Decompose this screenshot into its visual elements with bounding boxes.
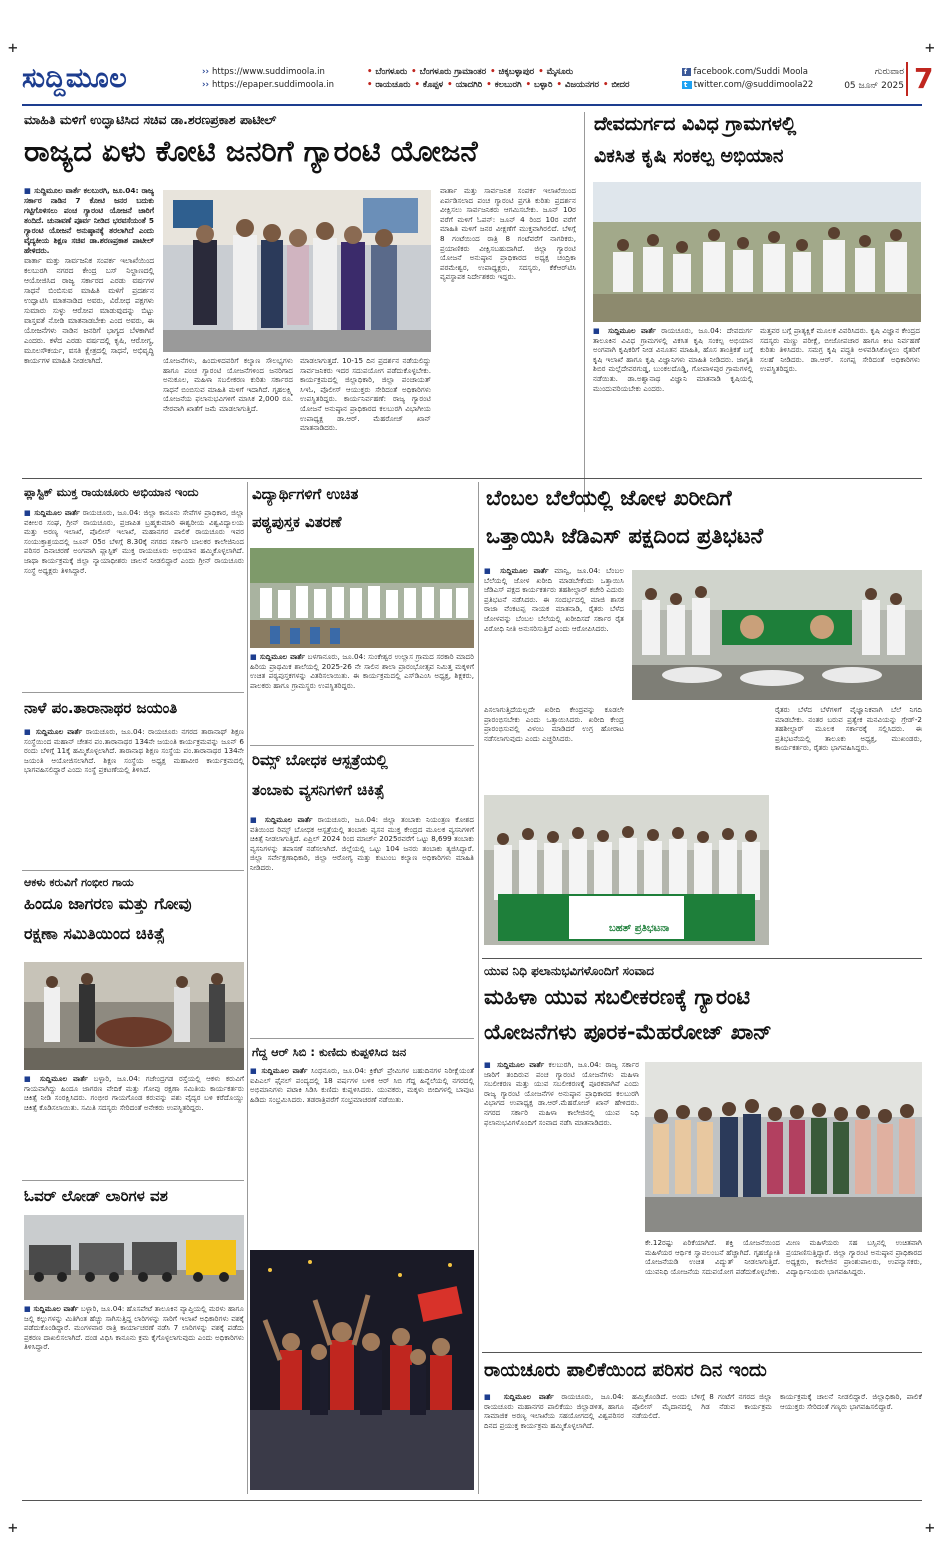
story8-body bbox=[250, 815, 474, 1023]
website-link[interactable]: ›› https://www.suddimoola.in bbox=[202, 66, 334, 79]
story5-text: ಬಳ್ಳಾರಿ, ಜೂ.04: ಗಜೇಂದ್ರಗಡ ರಸ್ತೆಯಲ್ಲಿ ಆಕಳು ಕರುವಿಗೆ ಗಾಯವಾಗಿದ್ದು ಹಿಂದೂ ಜಾಗರಣ ವೇದಿಕೆ ಮತ್ತು ಗೋವು ರಕ್ಷಣಾ ಸಮಿತಿಯ ಕಾರ್ಯಕರ್ತರು ಚಿಕಿತ್ಸೆ ನೀಡಿ ಸಂರಕ್ಷಿಸಿದರು. ಗಂಭೀರ ಗಾಯಗೊಂಡ ಕರುವನ್ನು ಪಶು ವೈದ್ಯರ ಬಳಿ ಕರೆದೊಯ್ದು ಚಿಕಿತ್ಸೆ ಕೊಡಿಸಲಾಯಿತು. ಸಮಿತಿ ಸದಸ್ಯರು ಸೇರಿದಂತೆ ಅನೇಕರು ಉಪಸ್ಥಿತರಿದ್ದರು. bbox=[24, 1074, 244, 1112]
story2-photo bbox=[593, 182, 921, 322]
social-links bbox=[682, 66, 813, 92]
story11-kicker: ಯುವ ನಿಧಿ ಫಲಾನುಭವಿಗಳೊಂದಿಗೆ ಸಂವಾದ bbox=[484, 964, 655, 978]
story7-headline-2[interactable]: ಪಠ್ಯಪುಸ್ತಕ ವಿತರಣೆ bbox=[252, 513, 342, 531]
city-item: • ವಿಜಯನಗರ bbox=[556, 80, 599, 90]
story5-photo bbox=[24, 962, 244, 1070]
section-divider bbox=[482, 958, 922, 959]
city-item: • ಬೆಂಗಳೂರು bbox=[367, 67, 407, 77]
divider bbox=[22, 692, 244, 693]
masthead bbox=[22, 60, 934, 98]
story1-col1-text: ವಾರ್ತಾ ಮತ್ತು ಸಾರ್ವಜನಿಕ ಸಂಪರ್ಕ ಇಲಾಖೆಯಿಂದ ಕಲಬುರಗಿ ನಗರದ ಕೇಂದ್ರ ಬಸ್ ನಿಲ್ದಾಣದಲ್ಲಿ ಆಯೋಜಿಸಿದ ರಾಜ್ಯ ಸರ್ಕಾರದ ಎರಡು ವರ್ಷಗಳ ಸಾಧನೆ ಬಿಂಬಿಸುವ ಮಾಹಿತಿ ಮಳಿಗೆ ಪ್ರದರ್ಶನ ಉದ್ಘಾಟಿಸಿ ಮಾತನಾಡಿದ ಅವರು, ವಿರೋಧ ಪಕ್ಷಗಳು ಸುಮಾರು ಸುಳ್ಳು ಆರೋಪ ಮಾಡುವುದನ್ನು ಬಿಟ್ಟು ವಾಸ್ತವತೆ ನೋಡಿ ಮಾತನಾಡಬೇಕು ಎಂದ ಅವರು, ಈ ಯೋಜನೆಗಳು ನಾಡಿನ ಜನರಿಗೆ ಭಾಗ್ಯದ ಬೆಳಕಾಗಿವೆ ಎಂದರು. ಕಳೆದ ಎರಡು ವರ್ಷದಲ್ಲಿ ಕೃಷಿ, ಆರೋಗ್ಯ, ಮೂಲಸೌಕರ್ಯ, ವಸತಿ ಕ್ಷೇತ್ರದಲ್ಲಿ ಸಾಧನೆ, ಅಭಿವೃದ್ಧಿ ಕಾರ್ಯಗಳ ಮಾಹಿತಿ ನೀಡಲಾಗಿದೆ. bbox=[24, 256, 154, 365]
story6-headline[interactable]: ಓವರ್ ಲೋಡ್ ಲಾರಿಗಳ ವಶ bbox=[24, 1187, 168, 1205]
dateline: ■ ಸುದ್ದಿಮೂಲ ವಾರ್ತೆ bbox=[593, 326, 656, 335]
story6-photo bbox=[24, 1215, 244, 1300]
story12-col1-text: ರಾಯಚೂರು, ಜೂ.04: ರಾಯಚೂರು ಮಹಾನಗರ ಪಾಲಿಕೆಯು ಜಿಲ್ಲಾಡಳಿತ, ಹಾಗೂ ಸಾಮಾಜಿಕ ಅರಣ್ಯ ಇಲಾಖೆಯ ಸಹಯೋಗದಲ್ಲಿ ವಿಶ್ವಪರಿಸರ ದಿನದ ಪ್ರಯುಕ್ತ ಕಾರ್ಯಕ್ರಮ ಹಮ್ಮಿಕೊಳ್ಳಲಾಗಿದೆ. bbox=[484, 1392, 624, 1430]
story2-col2-text: ಮತ್ತವರ ಬಗ್ಗೆ ಪ್ರಾತ್ಯಕ್ಷಿಕೆ ಮೂಲಕ ವಿವರಿಸಿದರು. ಕೃಷಿ ವಿಜ್ಞಾನ ಕೇಂದ್ರದ ಸದಸ್ಯರು ಮಣ್ಣು ಪರೀಕ್ಷೆ, ಬೀಜೋಪಚಾರ ಹಾಗೂ ಕೀಟ ನಿರ್ವಹಣೆ ಕುರಿತು ತಿಳಿಸಿದರು. ಸಮಗ್ರ ಕೃಷಿ ಪದ್ಧತಿ ಅಳವಡಿಸಿಕೊಳ್ಳಲು ರೈತರಿಗೆ ಸಲಹೆ ನೀಡಿದರು. ಡಾ.ಆರ್. ಸಂಗಪ್ಪ ಸೇರಿದಂತೆ ಅಧಿಕಾರಿಗಳು ಉಪಸ್ಥಿತರಿದ್ದರು. bbox=[760, 326, 920, 374]
story10-photo-2 bbox=[484, 795, 769, 945]
story10-headline-box bbox=[482, 482, 922, 562]
story1-lead bbox=[24, 186, 154, 511]
city-item: • ಕೊಪ್ಪಳ bbox=[414, 80, 443, 90]
story11-col3-text: ಮೀಣ ಮಹಿಳೆಯರು ಸಹ ಬಸ್ಸಿನಲ್ಲಿ ಉಚಿತವಾಗಿ ಪ್ರಯಾಣಿಸುತ್ತಿದ್ದಾರೆ. ಜಿಲ್ಲಾ ಗ್ಯಾರಂಟಿ ಅನುಷ್ಠಾನ ಪ್ರಾಧಿಕಾರದ ಅಧ್ಯಕ್ಷರು, ಕಾಲೇಜಿನ ಪ್ರಾಂಶುಪಾಲರು, ಉಪನ್ಯಾಸಕರು, ವಿದ್ಯಾರ್ಥಿನಿಯರು ಭಾಗವಹಿಸಿದ್ದರು. bbox=[786, 1238, 922, 1276]
story1-headline[interactable]: ರಾಜ್ಯದ ಏಳು ಕೋಟಿ ಜನರಿಗೆ ಗ್ಯಾರಂಟಿ ಯೋಜನೆ bbox=[24, 134, 478, 168]
weekday: ಗುರುವಾರ bbox=[874, 67, 904, 77]
city-item: • ಯಾದಗಿರಿ bbox=[447, 80, 482, 90]
issue-date bbox=[826, 65, 904, 93]
story5-kicker: ಆಕಳು ಕರುವಿಗೆ ಗಂಭೀರ ಗಾಯ bbox=[24, 876, 134, 889]
epaper-link[interactable]: ›› https://epaper.suddimoola.in bbox=[202, 79, 334, 92]
story2-col1-text: ರಾಯಚೂರು, ಜೂ.04: ದೇವದುರ್ಗ ತಾಲೂಕಿನ ವಿವಿಧ ಗ್ರಾಮಗಳಲ್ಲಿ ವಿಕಸಿತ ಕೃಷಿ ಸಂಕಲ್ಪ ಅಭಿಯಾನ ಅಂಗವಾಗಿ ಕೃಷಿಕರಿಗೆ ನೀಡ ವಿನೂತನ ಮಾಹಿತಿ, ಹೊಸ ತಾಂತ್ರಿಕತೆ ಬಗ್ಗೆ ಕೃಷಿ ಇಲಾಖೆ ಹಾಗೂ ಕೃಷಿ ವಿಜ್ಞಾನಿಗಳು ಮಾಹಿತಿ ನೀಡಿದರು. ಜಾಗೃತಿ ಶಿಬಿರ ಮಲ್ಲೆದೇವರಗುಡ್ಡ, ಬುಂಕಲದೊಡ್ಡಿ, ಗೋಪಾಳಪುರ ಗ್ರಾಮಗಳಲ್ಲಿ ನಡೆಯಿತು. ಡಾ.ಅಶ್ವಾನಾಥ ವಿಜ್ಞಾನಿ ಮಾತನಾಡಿ ಕೃಷಿಯಲ್ಲಿ ಮುಂದುವರಿಯಬೇಕು ಎಂದರು. bbox=[593, 326, 753, 393]
story10-col3-text: ರೈತರು ಬೆಳೆದ ಬೆಳೆಗಳಿಗೆ ವೈಜ್ಞಾನಿಕವಾಗಿ ಬೆಲೆ ನಿಗದಿ ಮಾಡಬೇಕು. ನಂತರ ಬರುವ ಪ್ರತ್ಯೇಕ ಮನವಿಯನ್ನು ಗ್ರೇಡ್-2 ತಹಶೀಲ್ದಾರ್ ಮೂಲಕ ಸರ್ಕಾರಕ್ಕೆ ಸಲ್ಲಿಸಿದರು. ಈ ಪ್ರತಿಭಟನೆಯಲ್ಲಿ ತಾಲೂಕು ಅಧ್ಯಕ್ಷ, ಮುಖಂಡರು, ಕಾರ್ಯಕರ್ತರು, ರೈತರು ಭಾಗವಹಿಸಿದ್ದರು. bbox=[775, 705, 922, 753]
story9-text: ಸಿಂಧನೂರು, ಜೂ.04: ಕ್ರಿಕೆಟ್ ಪ್ರೇಮಿಗಳ ಬಹುದಿನಗಳ ನಿರೀಕ್ಷೆಯಂತೆ ಐಪಿಎಲ್ ಫೈನಲ್ ಪಂದ್ಯದಲ್ಲಿ 18 ವರ್ಷಗಳ ಬಳಿಕ ಆರ್ ಸಿಬಿ ಗೆದ್ದ ಹಿನ್ನೆಲೆಯಲ್ಲಿ ನಗರದಲ್ಲಿ ಅಭಿಮಾನಿಗಳು ಪಟಾಕಿ ಸಿಡಿಸಿ ಕುಣಿದು ಕುಪ್ಪಳಿಸಿದರು. ಯುವಕರು, ಮಕ್ಕಳು ಬೀದಿಗಳಲ್ಲಿ ಬಾವುಟ ಹಿಡಿದು ಸಂಭ್ರಮಿಸಿದರು. ತಡರಾತ್ರಿವರೆಗೆ ಸಂಭ್ರಮಾಚರಣೆ ನಡೆಯಿತು. bbox=[250, 1066, 474, 1104]
city-item: • ಬಳ್ಳಾರಿ bbox=[526, 80, 553, 90]
publication-logo[interactable]: ಸುದ್ದಿಮೂಲ bbox=[22, 63, 128, 94]
city-item: • ಕಲಬುರಗಿ bbox=[486, 80, 521, 90]
story7-body bbox=[250, 652, 474, 740]
dateline: ■ ಸುದ್ದಿಮೂಲ ವಾರ್ತೆ bbox=[250, 1066, 308, 1075]
story3-body bbox=[24, 508, 244, 680]
story8-headline-1[interactable]: ರಿಮ್ಸ್ ಬೋಧಕ ಆಸ್ಪತ್ರೆಯಲ್ಲಿ bbox=[252, 751, 388, 769]
story2-headline-box bbox=[590, 112, 922, 178]
story10-col1-text: ಮಾನ್ವಿ, ಜೂ.04: ಬೆಂಬಲ ಬೆಲೆಯಲ್ಲಿ ಜೋಳ ಖರೀದಿ ಮಾಡಬೇಕೆಂದು ಒತ್ತಾಯಿಸಿ ಜೆಡಿಎಸ್ ಪಕ್ಷದ ಕಾರ್ಯಕರ್ತರು ತಹಶೀಲ್ದಾರ್ ಕಚೇರಿ ಎದುರು ಪ್ರತಿಭಟನೆ ನಡೆಸಿದರು. ಈ ಸಂದರ್ಭದಲ್ಲಿ ಮಾಜಿ ಶಾಸಕ ರಾಜಾ ವೆಂಕಟಪ್ಪ ನಾಯಕ ಮಾತನಾಡಿ, ರೈತರು ಬೆಳೆದ ಜೋಳವನ್ನು ಬೆಂಬಲ ಬೆಲೆಯಲ್ಲಿ ಖರೀದಿಸದೆ ಸರ್ಕಾರ ರೈತ ವಿರೋಧಿ ನೀತಿ ಅನುಸರಿಸುತ್ತಿದೆ ಎಂದು ಆರೋಪಿಸಿದರು. bbox=[484, 566, 624, 633]
story11-col1 bbox=[484, 1060, 639, 1245]
story5-headline-1[interactable]: ಹಿಂದೂ ಜಾಗರಣ ಮತ್ತು ಗೋವು bbox=[24, 894, 192, 913]
story1-lead-text: ಕಲಬುರಗಿ, ಜೂ.04: ರಾಜ್ಯ ಸರ್ಕಾರ ನಾಡಿನ 7 ಕೋಟಿ ಜನರ ಬದುಕು ಗಟ್ಟಿಗೊಳಿಸಲು ಪಂಚ ಗ್ಯಾರಂಟಿ ಯೋಜನೆ ಜಾರಿಗೆ ತಂದಿದೆ. ಚುನಾವಣೆ ಪೂರ್ವ ನೀಡಿದ ಭರವಸೆಯಂತೆ 5 ಗ್ಯಾರಂಟಿ ಯೋಜನೆ ಅನುಷ್ಠಾನಕ್ಕೆ ತರಲಾಗಿದೆ ಎಂದು ವೈದ್ಯಕೀಯ ಶಿಕ್ಷಣ ಸಚಿವ ಡಾ.ಶರಣಪ್ರಕಾಶ ಪಾಟೀಲ್ ಹೇಳಿದರು. bbox=[24, 186, 154, 255]
story10-photo-1 bbox=[632, 570, 922, 700]
city-item: • ಬೆಂಗಳೂರು ಗ್ರಾಮಾಂತರ bbox=[411, 67, 486, 77]
dateline: ■ ಸುದ್ದಿಮೂಲ ವಾರ್ತೆ bbox=[484, 1060, 544, 1069]
divider bbox=[22, 1180, 244, 1181]
registration-mark-bottom-left: + bbox=[8, 1518, 18, 1537]
district-list bbox=[367, 66, 634, 92]
column-divider bbox=[478, 482, 479, 1494]
story11-photo bbox=[645, 1062, 922, 1232]
twitter-link[interactable]: t twitter.com/@suddimoola22 bbox=[682, 79, 813, 92]
story6-text: ಬಳ್ಳಾರಿ, ಜೂ.04: ಹೊಸಪೇಟೆ ತಾಲೂಕಿನ ವ್ಯಾಪ್ತಿಯಲ್ಲಿ ಮರಳು ಹಾಗೂ ಜಲ್ಲಿ ಕಲ್ಲುಗಳನ್ನು ಮಿತಿಗಿಂತ ಹೆಚ್ಚು ಸಾಗಿಸುತ್ತಿದ್ದ ಲಾರಿಗಳನ್ನು ಸಾರಿಗೆ ಇಲಾಖೆ ಅಧಿಕಾರಿಗಳು ವಶಕ್ಕೆ ಪಡೆದುಕೊಂಡಿದ್ದಾರೆ. ಮಂಗಳವಾರ ರಾತ್ರಿ ಕಾರ್ಯಾಚರಣೆ ನಡೆಸಿ 7 ಲಾರಿಗಳನ್ನು ವಶಕ್ಕೆ ಪಡೆದು ಪ್ರಕರಣ ದಾಖಲಿಸಲಾಗಿದೆ. ದಂಡ ವಿಧಿಸಿ ಕಾನೂನು ಕ್ರಮ ಕೈಗೊಳ್ಳಲಾಗುವುದು ಎಂದು ಅಧಿಕಾರಿಗಳು ತಿಳಿಸಿದ್ದಾರೆ. bbox=[24, 1304, 244, 1352]
masthead-rule bbox=[22, 104, 922, 106]
story1-col2-text: ಯೋಜನೆಗಳು, ಹಿಂದುಳಿದವರಿಗೆ ಕಲ್ಯಾಣ ಸೌಲಭ್ಯಗಳು ಹಾಗೂ ಪಂಚ ಗ್ಯಾರಂಟಿ ಯೋಜನೆಗಳಿಂದ ಜನರಿಗಾದ ಅನುಕೂಲ, ಮಹಿಳಾ ಸಬಲೀಕರಣ ಕುರಿತು ಸರ್ಕಾರದ ಸಾಧನೆ ಬಿಂಬಿಸುವ ಮಾಹಿತಿ ಮಳಿಗೆ ಇದಾಗಿದೆ. ಗೃಹಲಕ್ಷ್ಮಿ ಯೋಜನೆಯ ಫಲಾನುಭವಿಗಳಿಗೆ ಮಾಸಿಕ 2,000 ರೂ. ನೇರವಾಗಿ ಖಾತೆಗೆ ಜಮೆ ಮಾಡಲಾಗುತ್ತಿದೆ. bbox=[163, 356, 293, 413]
story12-col3 bbox=[780, 1392, 922, 1492]
story4-body bbox=[24, 727, 244, 855]
story7-headline-1[interactable]: ವಿದ್ಯಾರ್ಥಿಗಳಿಗೆ ಉಚಿತ bbox=[252, 485, 359, 503]
story1-col3-text: ಮಾಡಲಾಗುತ್ತದೆ. 10-15 ದಿನ ಪ್ರದರ್ಶನ ನಡೆಯಲಿದ್ದು ಸಾರ್ವಜನಿಕರು ಇದರ ಸದುಪಯೋಗ ಪಡೆದುಕೊಳ್ಳಬೇಕು. ಕಾರ್ಯಕ್ರಮದಲ್ಲಿ ಜಿಲ್ಲಾಧಿಕಾರಿ, ಜಿಲ್ಲಾ ಪಂಚಾಯತ್ ಸಿಇಓ, ಪೊಲೀಸ್ ಆಯುಕ್ತರು ಸೇರಿದಂತೆ ಅಧಿಕಾರಿಗಳು ಉಪಸ್ಥಿತರಿದ್ದರು. ಕಾರ್ಯನಿರ್ವಹಣೆ: ರಾಜ್ಯ ಗ್ಯಾರಂಟಿ ಯೋಜನೆ ಅನುಷ್ಠಾನ ಪ್ರಾಧಿಕಾರದ ಕಲಬುರಗಿ ವಿಭಾಗೀಯ ಉಪಾಧ್ಯಕ್ಷ ಡಾ.ಆರ್. ಮೆಹರೋಜ್ ಖಾನ್ ಮಾತನಾಡಿದರು. bbox=[300, 356, 431, 433]
column-divider bbox=[584, 112, 585, 512]
story11-col1-text: ಕಲಬುರಗಿ, ಜೂ.04: ರಾಜ್ಯ ಸರ್ಕಾರ ಜಾರಿಗೆ ತಂದಿರುವ ಪಂಚ ಗ್ಯಾರಂಟಿ ಯೋಜನೆಗಳು ಮಹಿಳಾ ಸಬಲೀಕರಣ ಮತ್ತು ಯುವ ಸಬಲೀಕರಣಕ್ಕೆ ಪೂರಕವಾಗಿವೆ ಎಂದು ರಾಜ್ಯ ಗ್ಯಾರಂಟಿ ಯೋಜನೆಗಳ ಅನುಷ್ಠಾನ ಪ್ರಾಧಿಕಾರದ ಕಲಬುರಗಿ ವಿಭಾಗದ ಉಪಾಧ್ಯಕ್ಷ ಡಾ.ಆರ್.ಮೆಹರೋಜ್ ಖಾನ್ ಹೇಳಿದರು. ನಗರದ ಸರ್ಕಾರಿ ಮಹಿಳಾ ಕಾಲೇಜಿನಲ್ಲಿ ಯುವ ನಿಧಿ ಫಲಾನುಭವಿಗಳೊಂದಿಗೆ ಸಂವಾದ ನಡೆಸಿ ಮಾತನಾಡಿದರು. bbox=[484, 1060, 639, 1127]
story7-photo bbox=[250, 548, 474, 648]
story2-headline-1[interactable]: ದೇವದುರ್ಗದ ವಿವಿಧ ಗ್ರಾಮಗಳಲ್ಲಿ bbox=[594, 113, 797, 135]
registration-mark-left: + bbox=[8, 38, 18, 57]
story12-col2 bbox=[632, 1392, 772, 1492]
story12-col2-text: ಹಮ್ಮಿಕೊಂಡಿದೆ. ಅಂದು ಬೆಳಿಗ್ಗೆ 8 ಗಂಟೆಗೆ ನಗರದ ಜಿಲ್ಲಾ ಪೊಲೀಸ್ ಮೈದಾನದಲ್ಲಿ ಗಿಡ ನೆಡುವ ಕಾರ್ಯಕ್ರಮ ನಡೆಯಲಿದೆ. bbox=[632, 1392, 772, 1421]
story10-headline-1[interactable]: ಬೆಂಬಲ ಬೆಲೆಯಲ್ಲಿ ಜೋಳ ಖರೀದಿಗೆ bbox=[486, 486, 732, 510]
dateline: ■ ಸುದ್ದಿಮೂಲ ವಾರ್ತೆ bbox=[484, 566, 549, 575]
divider bbox=[22, 870, 244, 871]
city-item: • ರಾಯಚೂರು bbox=[367, 80, 410, 90]
story12-headline[interactable]: ರಾಯಚೂರು ಪಾಲಿಕೆಯಿಂದ ಪರಿಸರ ದಿನ ಇಂದು bbox=[484, 1360, 767, 1381]
site-urls bbox=[202, 66, 334, 92]
story3-text: ರಾಯಚೂರು, ಜೂ.04: ಜಿಲ್ಲಾ ಕಾನೂನು ಸೇವೆಗಳ ಪ್ರಾಧಿಕಾರ, ಜಿಲ್ಲಾ ವಕೀಲರ ಸಂಘ, ಗ್ರೀನ್ ರಾಯಚೂರು, ಪ್ರಜಾಪಿತ ಬ್ರಹ್ಮಕುಮಾರಿ ಈಶ್ವರೀಯ ವಿಶ್ವವಿದ್ಯಾಲಯ ಮತ್ತು ಅರಣ್ಯ ಇಲಾಖೆ, ಪೊಲೀಸ್ ಇಲಾಖೆ, ಮಹಾನಗರ ಪಾಲಿಕೆ ರಾಯಚೂರು ಇವರ ಸಂಯುಕ್ತಾಶ್ರಯದಲ್ಲಿ ಜೂನ್ 05ರ ಬೆಳಿಗ್ಗೆ 8.30ಕ್ಕೆ ನಗರದ ಸರ್ಕಾರಿ ಬಾಲಕರ ಕಾಲೇಜಿನಿಂದ ಪರಿಸರ ದಿನಾಚರಣೆ ಅಂಗವಾಗಿ ಪ್ಲಾಸ್ಟಿಕ್ ಮುಕ್ತ ರಾಯಚೂರು ಅಭಿಯಾನ ಹಮ್ಮಿಕೊಳ್ಳಲಾಗಿದೆ. ಜಾಥಾ ಕಾರ್ಯಕ್ರಮಕ್ಕೆ ಜಿಲ್ಲಾ ನ್ಯಾಯಾಧೀಶರು ಚಾಲನೆ ನೀಡಲಿದ್ದಾರೆ ಎಂದು ಗ್ರೀನ್ ರಾಯಚೂರು ಸಂಸ್ಥೆ ಅಧ್ಯಕ್ಷರು ತಿಳಿಸಿದ್ದಾರೆ. bbox=[24, 508, 244, 575]
registration-mark-right: + bbox=[925, 38, 935, 57]
dateline: ■ ಸುದ್ದಿಮೂಲ ವಾರ್ತೆ bbox=[250, 652, 305, 661]
story4-text: ರಾಯಚೂರು, ಜೂ.04: ರಾಯಚೂರು ನಗರದ ತಾರಾನಾಥ್ ಶಿಕ್ಷಣ ಸಂಸ್ಥೆಯಿಂದ ಮಹಾನ್ ಚೇತನ ಪಂ.ತಾರಾನಾಥರ 134ನೇ ಜಯಂತಿ ಕಾರ್ಯಕ್ರಮವನ್ನು ಜೂನ್ 6 ರಂದು ಬೆಳಿಗ್ಗೆ 11ಕ್ಕೆ ಹಮ್ಮಿಕೊಳ್ಳಲಾಗಿದೆ. ತಾರಾನಾಥ ಶಿಕ್ಷಣ ಸಂಸ್ಥೆಯ ಪಂ.ತಾರಾನಾಥರ 134ನೇ ಜಯಂತಿ ಆಯೋಜಿಸಲಾಗಿದೆ. ಶಿಕ್ಷಣ ಸಂಸ್ಥೆಯ ಅಧ್ಯಕ್ಷ ಮಹಾವೀರ ಕಾರ್ಯಕ್ರಮದಲ್ಲಿ ಭಾಗವಹಿಸಲಿದ್ದಾರೆ ಎಂದು ಸಂಸ್ಥೆ ಪ್ರಕಟಣೆಯಲ್ಲಿ ತಿಳಿಸಿದೆ. bbox=[24, 727, 244, 775]
story7-text: ಬಳಗಾನೂರು, ಜೂ.04: ಸುಂಕೇಶ್ವರ ಉಲ್ಲಾಸ ಗ್ರಾಮದ ಸರಕಾರಿ ಮಾದರಿ ಹಿರಿಯ ಪ್ರಾಥಮಿಕ ಶಾಲೆಯಲ್ಲಿ 2025-26 ನೇ ಸಾಲಿನ ಶಾಲಾ ಪ್ರಾರಂಭೋತ್ಸವ ನಿಮಿತ್ತ ಮಕ್ಕಳಿಗೆ ಉಚಿತ ಪಠ್ಯಪುಸ್ತಕಗಳನ್ನು ವಿತರಿಸಲಾಯಿತು. ಈ ಕಾರ್ಯಕ್ರಮದಲ್ಲಿ ಎಸ್‌ಡಿಎಂಸಿ ಅಧ್ಯಕ್ಷ, ಶಿಕ್ಷಕರು, ಪಾಲಕರು ಹಾಗೂ ಗ್ರಾಮಸ್ಥರು ಉಪಸ್ಥಿತರಿದ್ದರು. bbox=[250, 652, 474, 690]
story11-col2-text: ಕೇ.12ರಷ್ಟು ಏರಿಕೆಯಾಗಿದೆ. ಶಕ್ತಿ ಯೋಜನೆಯಿಂದ ಮಹಿಳೆಯರ ಆರ್ಥಿಕ ಸ್ವಾವಲಂಬನೆ ಹೆಚ್ಚಾಗಿದೆ. ಗೃಹಜ್ಯೋತಿ ಯೋಜನೆಯಡಿ ಉಚಿತ ವಿದ್ಯುತ್ ನೀಡಲಾಗುತ್ತಿದೆ. ಯುವನಿಧಿ ಯೋಜನೆಯ ಸದುಪಯೋಗ ಪಡೆದುಕೊಳ್ಳಬೇಕು. bbox=[645, 1238, 780, 1276]
story5-body bbox=[24, 1074, 244, 1174]
story11-headline-1[interactable]: ಮಹಿಳಾ ಯುವ ಸಬಲೀಕರಣಕ್ಕೆ ಗ್ಯಾರಂಟಿ bbox=[484, 985, 751, 1009]
story10-col2-text: ಪಿಸಲಾಗುತ್ತಿದೆಯಲ್ಲದೇ ಖರೀದಿ ಕೇಂದ್ರವನ್ನು ಕೂಡಲೇ ಪ್ರಾರಂಭಿಸಬೇಕು ಎಂದು ಒತ್ತಾಯಿಸಿದರು. ಖರೀದಿ ಕೇಂದ್ರ ಪ್ರಾರಂಭಿಸುವಲ್ಲಿ ವಿಳಂಬ ಮಾಡಿದರೆ ಉಗ್ರ ಹೋರಾಟ ನಡೆಸಲಾಗುವುದು ಎಂದು ಎಚ್ಚರಿಸಿದರು. bbox=[484, 705, 624, 743]
story10-col2 bbox=[484, 705, 624, 791]
story12-col3-text: ಕಾರ್ಯಕ್ರಮಕ್ಕೆ ಚಾಲನೆ ನೀಡಲಿದ್ದಾರೆ. ಜಿಲ್ಲಾಧಿಕಾರಿ, ಪಾಲಿಕೆ ಆಯುಕ್ತರು ಸೇರಿದಂತೆ ಗಣ್ಯರು ಭಾಗವಹಿಸಲಿದ್ದಾರೆ. bbox=[780, 1392, 922, 1411]
story12-col1 bbox=[484, 1392, 624, 1492]
story1-col4 bbox=[440, 186, 576, 511]
dateline: ■ ಸುದ್ದಿಮೂಲ ವಾರ್ತೆ bbox=[250, 815, 313, 824]
story8-headline-2[interactable]: ತಂಬಾಕು ವ್ಯಸನಿಗಳಿಗೆ ಚಿಕಿತ್ಸೆ bbox=[252, 781, 385, 799]
story11-col2 bbox=[645, 1238, 780, 1348]
section-divider bbox=[22, 478, 922, 479]
dateline: ■ ಸುದ್ದಿಮೂಲ ವಾರ್ತೆ bbox=[24, 1304, 78, 1313]
facebook-link[interactable]: f facebook.com/Suddi Moola bbox=[682, 66, 813, 79]
story1-col4-text: ವಾರ್ತಾ ಮತ್ತು ಸಾರ್ವಜನಿಕ ಸಂಪರ್ಕ ಇಲಾಖೆಯಿಂದ ಏರ್ಪಡಿಸಲಾದ ಪಂಚ ಗ್ಯಾರಂಟಿ ಪ್ರಗತಿ ಕುರಿತು ಪ್ರದರ್ಶನ ವೀಕ್ಷಿಸಲು ಸಾರ್ವಜನಿಕರು ಆಗಮಿಸಬೇಕು. ಜೂನ್ 10ರ ವರೆಗೆ ಮಳಿಗೆ ಓಪನ್: ಜೂನ್ 4 ರಿಂದ 10ರ ವರೆಗೆ ಮಾಹಿತಿ ಮಳಿಗೆ ಜನರ ವೀಕ್ಷಣೆಗೆ ಮುಕ್ತವಾಗಿರಲಿದೆ. ಬೆಳಿಗ್ಗೆ 8 ಗಂಟೆಯಿಂದ ರಾತ್ರಿ 8 ಗಂಟೆವರೆಗೆ ನಾಗರಿಕರು, ಪ್ರಯಾಣಿಕರು ವೀಕ್ಷಿಸಬಹುದಾಗಿದೆ. ಜಿಲ್ಲಾ ಗ್ಯಾರಂಟಿ ಯೋಜನೆ ಅನುಷ್ಠಾನ ಪ್ರಾಧಿಕಾರದ ಅಧ್ಯಕ್ಷ ಚಂದ್ರಿಕಾ ಪರಮೇಶ್ವರ, ಉಪಾಧ್ಯಕ್ಷರು, ಸದಸ್ಯರು, ಕೆಕೆಆರ್‌ಟಿಸಿ ವ್ಯವಸ್ಥಾಪಕ ನಿರ್ದೇಶಕರು ಇದ್ದರು. bbox=[440, 186, 576, 282]
section-divider bbox=[482, 1352, 922, 1353]
column-divider bbox=[247, 482, 248, 1494]
story10-headline-2[interactable]: ಒತ್ತಾಯಿಸಿ ಜೆಡಿಎಸ್ ಪಕ್ಷದಿಂದ ಪ್ರತಿಭಟನೆ bbox=[486, 524, 764, 548]
story11-col3 bbox=[786, 1238, 922, 1348]
story9-headline[interactable]: ಗೆದ್ದ ಆರ್ ಸಿಬಿ : ಕುಣಿದು ಕುಪ್ಪಳಿಸಿದ ಜನ bbox=[252, 1045, 407, 1059]
story11-headline-2[interactable]: ಯೋಜನೆಗಳು ಪೂರಕ-ಮೆಹರೋಜ್ ಖಾನ್ bbox=[484, 1020, 772, 1044]
story6-body bbox=[24, 1304, 244, 1494]
dateline: ■ ಸುದ್ದಿಮೂಲ ವಾರ್ತೆ bbox=[24, 1074, 88, 1083]
dateline: ■ ಸುದ್ದಿಮೂಲ ವಾರ್ತೆ bbox=[24, 727, 82, 736]
page-bottom-rule bbox=[22, 1500, 922, 1501]
divider bbox=[250, 745, 474, 746]
story9-body bbox=[250, 1066, 474, 1244]
divider bbox=[250, 1038, 474, 1039]
story2-headline-2[interactable]: ವಿಕಸಿತ ಕೃಷಿ ಸಂಕಲ್ಪ ಅಭಿಯಾನ bbox=[594, 145, 784, 167]
story1-photo bbox=[163, 190, 431, 352]
dateline: ■ ಸುದ್ದಿಮೂಲ ವಾರ್ತೆ bbox=[24, 508, 80, 517]
page-number: 7 bbox=[906, 62, 933, 96]
city-item: • ಬೀದರ bbox=[603, 80, 630, 90]
story8-text: ರಾಯಚೂರು, ಜೂ.04: ಜಿಲ್ಲಾ ತಂಬಾಕು ನಿಯಂತ್ರಣ ಕೋಶದ ವತಿಯಿಂದ ರಿಮ್ಸ್ ಬೋಧಕ ಆಸ್ಪತ್ರೆಯಲ್ಲಿ ತಂಬಾಕು ವ್ಯಸನ ಮುಕ್ತ ಕೇಂದ್ರದ ಮೂಲಕ ವ್ಯಸನಿಗಳಿಗೆ ಚಿಕಿತ್ಸೆ ನೀಡಲಾಗುತ್ತಿದೆ. ಏಪ್ರಿಲ್ 2024 ರಿಂದ ಮಾರ್ಚ್ 2025ರವರೆಗೆ ಒಟ್ಟು 8,699 ತಂಬಾಕು ವ್ಯಸನಿಗಳನ್ನು ತಪಾಸಣೆ ನಡೆಸಲಾಗಿದೆ. ಜಿಲ್ಲೆಯಲ್ಲಿ ಒಟ್ಟು 104 ಜನರು ತಂಬಾಕು ತ್ಯಜಿಸಿದ್ದಾರೆ. ಜಿಲ್ಲಾ ಸರ್ವೇಕ್ಷಣಾಧಿಕಾರಿ, ಜಿಲ್ಲಾ ಆರೋಗ್ಯ ಮತ್ತು ಕುಟುಂಬ ಕಲ್ಯಾಣ ಅಧಿಕಾರಿಗಳು ಮಾಹಿತಿ ನೀಡಿದರು. bbox=[250, 815, 474, 872]
story7-headline-box bbox=[250, 484, 474, 544]
story4-headline[interactable]: ನಾಳೆ ಪಂ.ತಾರಾನಾಥರ ಜಯಂತಿ bbox=[24, 699, 178, 717]
city-item: • ಚಿಕ್ಕಬಳ್ಳಾಪುರ bbox=[490, 67, 534, 77]
story10-col3 bbox=[775, 705, 922, 935]
city-item: • ಮೈಸೂರು bbox=[538, 67, 573, 77]
story3-headline[interactable]: ಪ್ಲಾಸ್ಟಿಕ್ ಮುಕ್ತ ರಾಯಚೂರು ಅಭಿಯಾನ ಇಂದು bbox=[24, 485, 199, 499]
rally-banner-text: ಬಹತ್ ಪ್ರತಿಭಟನಾ bbox=[609, 923, 670, 934]
registration-mark-bottom-right: + bbox=[925, 1518, 935, 1537]
dateline: ■ ಸುದ್ದಿಮೂಲ ವಾರ್ತೆ bbox=[24, 186, 81, 195]
dateline: ■ ಸುದ್ದಿಮೂಲ ವಾರ್ತೆ bbox=[484, 1392, 554, 1401]
story5-headline-2[interactable]: ರಕ್ಷಣಾ ಸಮಿತಿಯಿಂದ ಚಿಕಿತ್ಸೆ bbox=[24, 924, 165, 943]
date: 05 ಜೂನ್ 2025 bbox=[844, 81, 904, 91]
story9-photo bbox=[250, 1250, 474, 1490]
story1-kicker: ಮಾಹಿತಿ ಮಳಿಗೆ ಉದ್ಘಾಟಿಸಿದ ಸಚಿವ ಡಾ.ಶರಣಪ್ರಕಾಶ ಪಾಟೀಲ್ bbox=[24, 112, 277, 127]
